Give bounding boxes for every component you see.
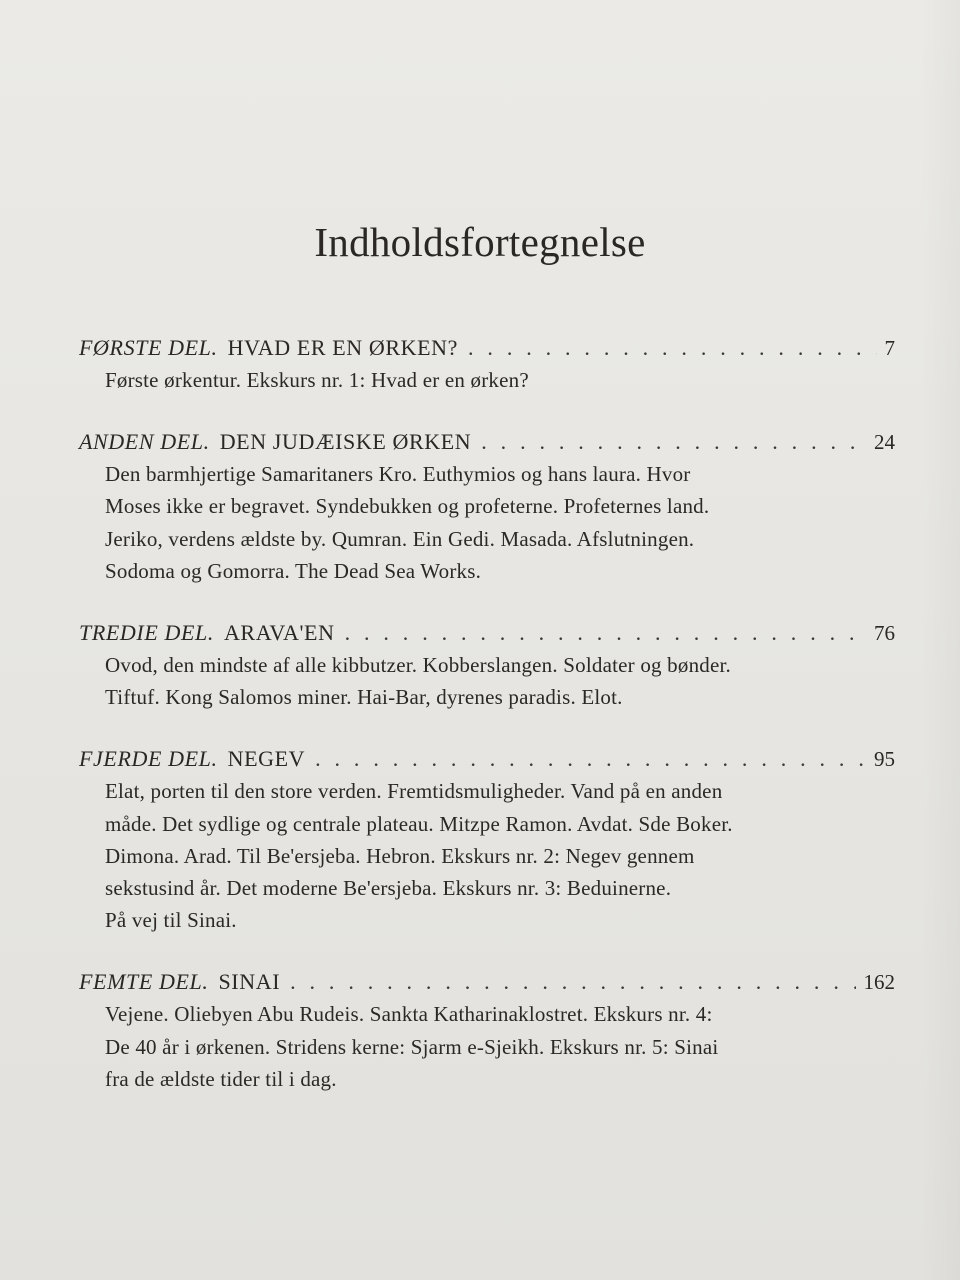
section-heading: HVAD ER EN ØRKEN? (227, 335, 459, 360)
toc-entry (79, 426, 895, 458)
description-line: Sodoma og Gomorra. The Dead Sea Works. (105, 558, 482, 583)
description-line: Elat, porten til den store verden. Fremtidsmuligheder. Vand på en anden (105, 779, 723, 804)
section-description (105, 458, 895, 587)
dot-leader (290, 966, 855, 998)
section-description (105, 998, 895, 1095)
part-label: TREDIE DEL. (79, 620, 214, 646)
toc-section-5 (79, 966, 895, 1095)
part-label: FØRSTE DEL. (79, 335, 218, 360)
section-description (105, 775, 895, 936)
part-label: FEMTE DEL. (79, 969, 209, 995)
part-label: FJERDE DEL. (79, 746, 218, 772)
dot-leader (345, 617, 866, 649)
dot-leader (468, 332, 876, 364)
section-heading: SINAI (218, 969, 281, 995)
page-number: 7 (884, 336, 895, 360)
toc-entry (79, 332, 895, 364)
description-line: fra de ældste tider til i dag. (105, 1066, 337, 1091)
description-line: Tiftuf. Kong Salomos miner. Hai-Bar, dyrenes paradis. Elot. (105, 685, 623, 710)
page-title: Indholdsfortegnelse (314, 219, 646, 265)
page-number: 76 (874, 621, 895, 646)
description-line: sekstusind år. Det moderne Be'ersjeba. Ekskurs nr. 3: Beduinerne. (105, 876, 672, 901)
description-line: Jeriko, verdens ældste by. Qumran. Ein Gedi. Masada. Afslutningen. (105, 526, 695, 551)
page-number: 95 (874, 747, 895, 772)
toc-section-2 (79, 426, 895, 587)
description-line: Dimona. Arad. Til Be'ersjeba. Hebron. Ekskurs nr. 2: Negev gennem (105, 843, 695, 868)
description-line: Moses ikke er begravet. Syndebukken og profeterne. Profeternes land. (105, 494, 710, 519)
page-number: 162 (863, 970, 895, 995)
dot-leader (481, 426, 866, 458)
page-number: 24 (874, 430, 895, 455)
toc-entry (79, 617, 895, 649)
description-line: Vejene. Oliebyen Abu Rudeis. Sankta Katharinaklostret. Ekskurs nr. 4: (105, 1002, 713, 1027)
section-heading: ARAVA'EN (223, 620, 335, 646)
description-line: måde. Det sydlige og centrale plateau. Mitzpe Ramon. Avdat. Sde Boker. (105, 811, 733, 836)
section-heading: NEGEV (227, 746, 306, 772)
toc-entry (79, 966, 895, 998)
toc-entry (79, 743, 895, 775)
section-description (105, 649, 895, 713)
section-heading: DEN JUDÆISKE ØRKEN (219, 429, 472, 455)
toc-section-1 (79, 332, 895, 396)
description-line: På vej til Sinai. (105, 908, 237, 933)
table-of-contents (79, 332, 895, 1125)
description-line: Den barmhjertige Samaritaners Kro. Euthymios og hans laura. Hvor (105, 462, 691, 487)
page-edge-shadow (920, 0, 960, 1280)
section-description (105, 364, 895, 396)
toc-section-3 (79, 617, 895, 713)
description-line: Ovod, den mindste af alle kibbutzer. Kobberslangen. Soldater og bønder. (105, 653, 731, 678)
description-line: Første ørkentur. Ekskurs nr. 1: Hvad er en ørken? (105, 368, 529, 392)
toc-section-4 (79, 743, 895, 936)
part-label: ANDEN DEL. (79, 429, 210, 455)
dot-leader (315, 743, 866, 775)
description-line: De 40 år i ørkenen. Stridens kerne: Sjarm e-Sjeikh. Ekskurs nr. 5: Sinai (105, 1034, 719, 1059)
